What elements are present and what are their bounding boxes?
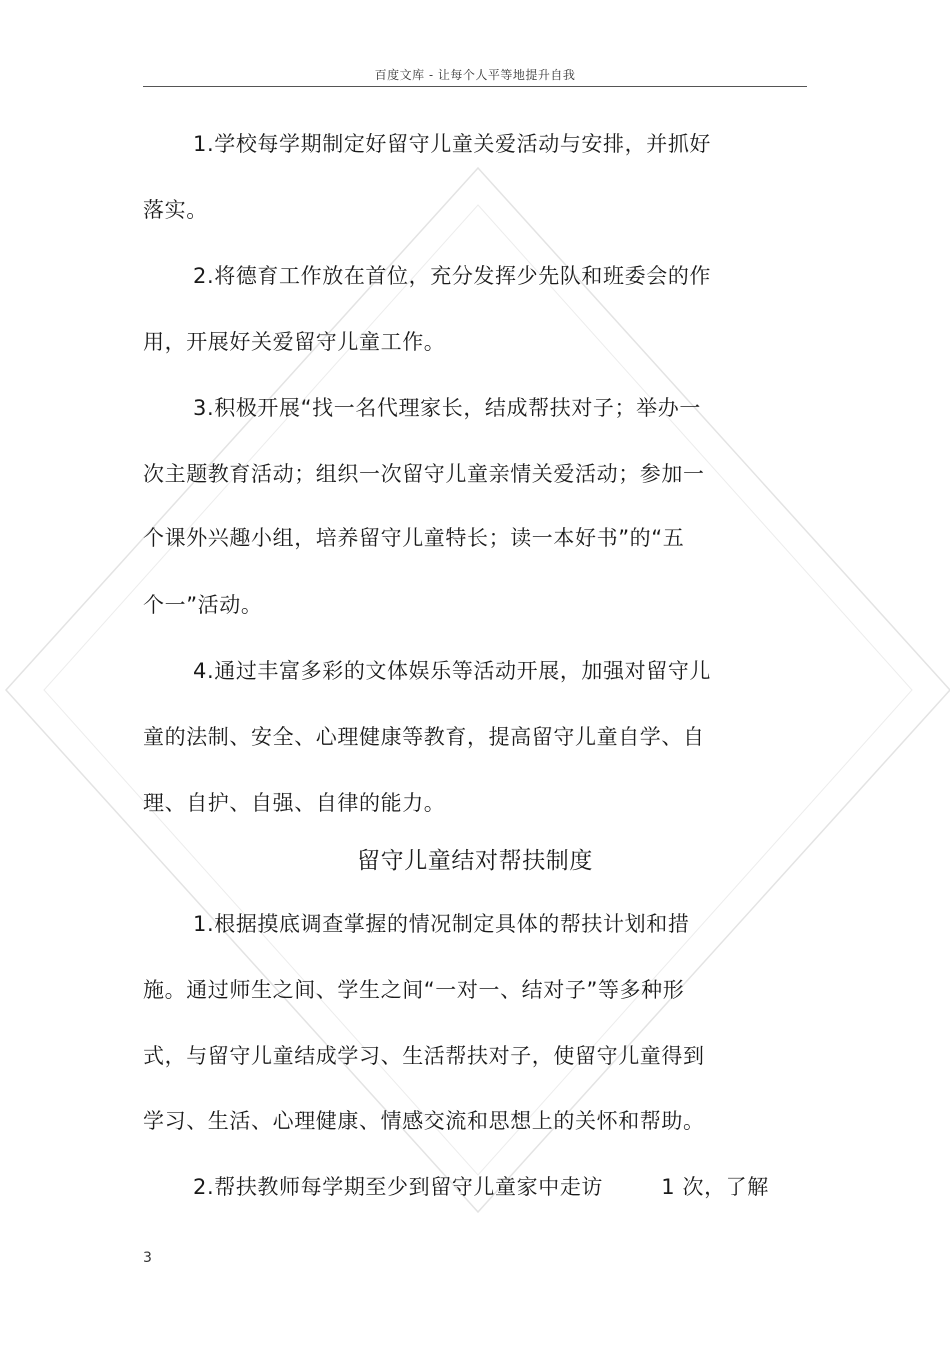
paragraph-line: 1.根据摸底调查掌握的情况制定具体的帮扶计划和措 — [193, 912, 690, 936]
page-header: 百度文库 - 让每个人平等地提升自我 — [374, 68, 576, 82]
paragraph-line: 式，与留守儿童结成学习、生活帮扶对子，使留守儿童得到 — [143, 1044, 705, 1068]
paragraph-line: 4.通过丰富多彩的文体娱乐等活动开展，加强对留守儿 — [193, 659, 712, 683]
paragraph-line: 个一”活动。 — [143, 593, 263, 617]
paragraph-line: 落实。 — [143, 198, 208, 222]
paragraph-line: 3.积极开展“找一名代理家长，结成帮扶对子；举办一 — [193, 396, 701, 420]
paragraph-line: 施。通过师生之间、学生之间“一对一、结对子”等多种形 — [143, 978, 685, 1002]
paragraph-line: 童的法制、安全、心理健康等教育，提高留守儿童自学、自 — [143, 725, 705, 749]
section-heading: 留守儿童结对帮扶制度 — [357, 848, 593, 874]
page-number: 3 — [143, 1250, 152, 1266]
paragraph-line: 学习、生活、心理健康、情感交流和思想上的关怀和帮助。 — [143, 1109, 705, 1133]
paragraph-line: 2.帮扶教师每学期至少到留守儿童家中走访 1 次，了解 — [193, 1175, 769, 1199]
paragraph-line: 用，开展好关爱留守儿童工作。 — [143, 330, 446, 354]
paragraph-line: 1.学校每学期制定好留守儿童关爱活动与安排，并抓好 — [193, 132, 712, 156]
paragraph-line: 理、自护、自强、自律的能力。 — [143, 791, 446, 815]
paragraph-line: 次主题教育活动；组织一次留守儿童亲情关爱活动；参加一 — [143, 462, 705, 486]
paragraph-line: 个课外兴趣小组，培养留守儿童特长；读一本好书”的“五 — [143, 526, 685, 550]
header-divider — [143, 86, 807, 87]
paragraph-line: 2.将德育工作放在首位，充分发挥少先队和班委会的作 — [193, 264, 712, 288]
